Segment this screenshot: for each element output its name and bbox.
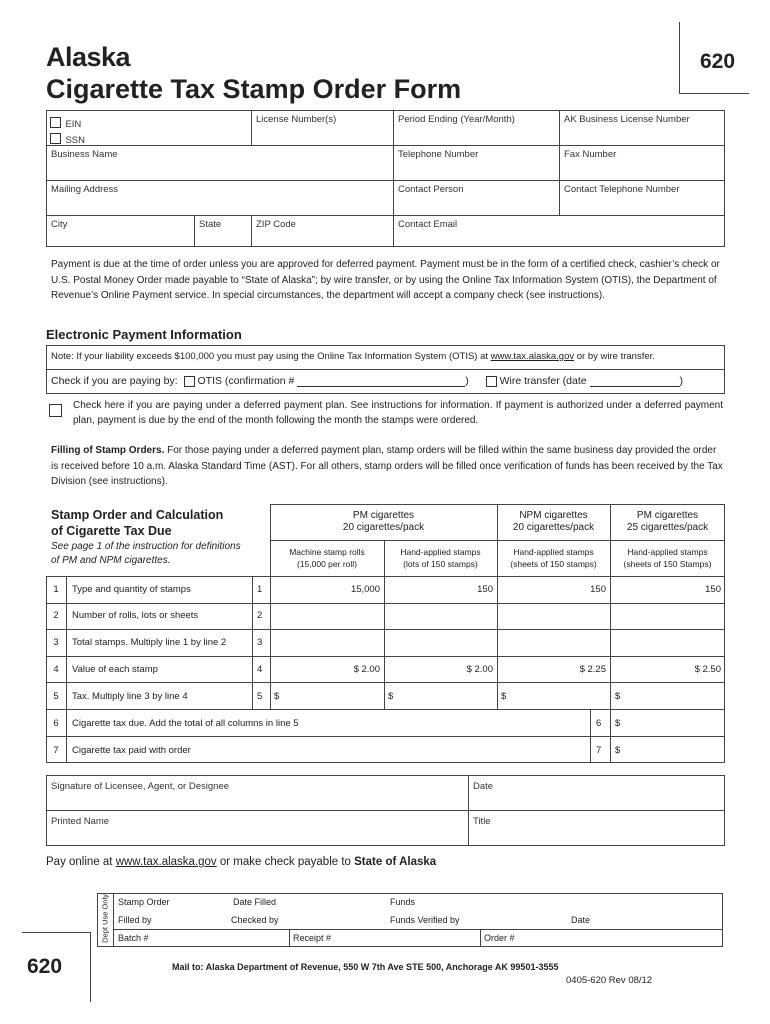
row-4-hand-lots: $ 2.00: [466, 664, 493, 675]
payment-method-row: [51, 375, 683, 387]
deferred-text: Check here if you are paying under a deferred payment plan. See instructions for information. If payment is authorized under a deferred payment plan, payment is due by the end of the month following the month the stamps were ordered.: [73, 400, 723, 426]
pay-online-line: [46, 856, 436, 868]
header-vline: [679, 22, 680, 94]
col-machine-rolls-line2: (15,000 per roll): [296, 559, 357, 569]
business-name-field[interactable]: Business Name: [51, 149, 118, 160]
title-field[interactable]: Title: [473, 816, 491, 827]
row-2-hand-lots[interactable]: [384, 610, 493, 624]
row-7-number: 7: [53, 745, 59, 756]
row-1-number: 1: [53, 584, 59, 595]
signature-field[interactable]: Signature of Licensee, Agent, or Designee: [51, 781, 229, 792]
header-hline: [679, 93, 749, 94]
dept-order: Order #: [484, 933, 515, 943]
row-1-label: Type and quantity of stamps: [72, 584, 191, 595]
col-npm-sheets-line1: Hand-applied stamps: [513, 547, 594, 557]
col-machine-rolls-line1: Machine stamp rolls: [289, 547, 365, 557]
filling-heading: Filling of Stamp Orders.: [51, 445, 165, 456]
page-title: Cigarette Tax Stamp Order Form: [46, 74, 462, 104]
row-4-label: Value of each stamp: [72, 664, 158, 675]
row-5-label: Tax. Multiply line 3 by line 4: [72, 691, 188, 702]
ak-business-license-field[interactable]: AK Business License Number: [564, 114, 690, 125]
row-5-npm-sheets[interactable]: $: [501, 691, 507, 702]
row-6-total-due[interactable]: $: [615, 718, 621, 729]
group-pm-25-line2: 25 cigarettes/pack: [626, 522, 709, 533]
stamp-table-subtitle-1: See page 1 of the instruction for definitions: [51, 541, 241, 552]
col-hand-lots-line2: (lots of 150 stamps): [403, 559, 478, 569]
stamp-table-subtitle-2: of PM and NPM cigarettes.: [51, 555, 171, 566]
otis-note-text: Note: If your liability exceeds $100,000 you must pay using the Online Tax Information System (OTIS) at: [51, 351, 491, 362]
row-2-npm-sheets[interactable]: [497, 610, 606, 624]
col-hand-lots: [384, 546, 497, 570]
row-4-machine: $ 2.00: [353, 664, 380, 675]
zip-field[interactable]: ZIP Code: [256, 219, 296, 230]
row-2-label: Number of rolls, lots or sheets: [72, 610, 199, 621]
row-3-linenum: 3: [257, 637, 263, 648]
check-paying-label: Check if you are paying by:: [51, 375, 178, 387]
row-5-hand-lots[interactable]: $: [388, 691, 394, 702]
row-3-hand-lots[interactable]: [384, 637, 493, 651]
dept-funds: Funds: [390, 897, 416, 907]
row-1-linenum: 1: [257, 584, 263, 595]
group-pm-20-line1: PM cigarettes: [352, 510, 415, 521]
otis-checkbox[interactable]: [184, 376, 195, 387]
state-name: Alaska: [46, 42, 131, 72]
row-7-linenum: 7: [596, 745, 602, 756]
row-1-hand-lots[interactable]: 150: [477, 584, 493, 595]
row-6-label: Cigarette tax due. Add the total of all columns in line 5: [72, 718, 299, 729]
row-4-pm25-sheets: $ 2.50: [694, 664, 721, 675]
row-5-pm25-sheets[interactable]: $: [615, 691, 621, 702]
dept-funds-verified: Funds Verified by: [390, 915, 460, 925]
wire-label: Wire transfer (date: [499, 375, 587, 387]
mail-to: Mail to: Alaska Department of Revenue, 550 W 7th Ave STE 500, Anchorage AK 99501-3555: [172, 962, 559, 972]
city-field[interactable]: City: [51, 219, 68, 230]
stamp-table-title-2: of Cigarette Tax Due: [51, 524, 172, 538]
row-4-npm-sheets: $ 2.25: [579, 664, 606, 675]
otis-note-end: or by wire transfer.: [574, 351, 655, 362]
row-7-tax-paid[interactable]: $: [615, 745, 621, 756]
license-numbers-field[interactable]: License Number(s): [256, 114, 337, 125]
row-2-pm25-sheets[interactable]: [610, 610, 721, 624]
row-1-npm-sheets[interactable]: 150: [590, 584, 606, 595]
pay-online-link[interactable]: www.tax.alaska.gov: [115, 856, 217, 868]
dept-batch: Batch #: [118, 933, 149, 943]
form-number-footer: 620: [27, 955, 63, 978]
row-3-npm-sheets[interactable]: [497, 637, 606, 651]
col-pm25-sheets: [610, 546, 725, 570]
group-pm-20: [270, 510, 497, 533]
row-7-label: Cigarette tax paid with order: [72, 745, 191, 756]
row-5-number: 5: [53, 691, 59, 702]
dept-date-filled: Date Filled: [233, 897, 277, 907]
row-5-linenum: 5: [257, 691, 263, 702]
row-4-number: 4: [53, 664, 59, 675]
form-number-header: 620: [700, 50, 736, 73]
group-pm-25: [610, 510, 725, 533]
footer-hline: [22, 932, 90, 933]
row-4-linenum: 4: [257, 664, 263, 675]
payment-instructions: Payment is due at the time of order unless you are approved for deferred payment. Payment must be in the form of a certified check, cashier’s check or U.S. Postal Money Order made payable to “State of Alaska”; by wire transfer, or by using the Online Tax Information System (OTIS), the Department of Revenue’s Online Payment service. In special circumstances, the department will accept a company check (see instructions).: [51, 259, 720, 301]
fax-field[interactable]: Fax Number: [564, 149, 617, 160]
form-revision: 0405-620 Rev 08/12: [566, 975, 653, 986]
filling-orders: [51, 443, 723, 490]
ein-checkbox[interactable]: [50, 117, 61, 128]
dept-stamp-order: Stamp Order: [118, 897, 170, 907]
state-field[interactable]: State: [199, 219, 222, 230]
wire-date-input[interactable]: [590, 386, 680, 387]
otis-link[interactable]: www.tax.alaska.gov: [490, 351, 575, 362]
row-2-linenum: 2: [257, 610, 263, 621]
otis-close: ): [465, 375, 469, 387]
pay-online-pre: Pay online at: [46, 856, 116, 868]
filling-text: For those paying under a deferred payment plan, stamp orders will be filled within the same business day provided the order is received before 10 a.m. Alaska Standard Time (AST). For all others, stamp orders will be filled once verification of funds has been received by the Tax Division (see instructions).: [51, 445, 723, 487]
otis-label: OTIS (confirmation #: [197, 375, 295, 387]
ssn-label: SSN: [65, 135, 85, 146]
row-3-number: 3: [53, 637, 59, 648]
ssn-checkbox[interactable]: [50, 133, 61, 144]
otis-confirmation-input[interactable]: [297, 386, 465, 387]
contact-email-field[interactable]: Contact Email: [398, 219, 458, 230]
group-pm-25-line1: PM cigarettes: [636, 510, 699, 521]
footer-vline: [90, 932, 91, 1002]
group-pm-20-line2: 20 cigarettes/pack: [342, 522, 425, 533]
electronic-payment-heading: Electronic Payment Information: [46, 327, 242, 342]
row-6-number: 6: [53, 718, 59, 729]
ssn-option[interactable]: [50, 130, 85, 148]
period-ending-field[interactable]: Period Ending (Year/Month): [398, 114, 515, 125]
printed-name-field[interactable]: Printed Name: [51, 816, 110, 827]
row-3-label: Total stamps. Multiply line 1 by line 2: [72, 637, 227, 648]
dept-filled-by: Filled by: [118, 915, 152, 925]
wire-checkbox[interactable]: [486, 376, 497, 387]
row-6-linenum: 6: [596, 718, 602, 729]
group-npm-20: [497, 510, 610, 533]
row-5-machine[interactable]: $: [274, 691, 280, 702]
group-npm-20-line1: NPM cigarettes: [519, 510, 588, 521]
group-npm-20-line2: 20 cigarettes/pack: [512, 522, 595, 533]
deferred-checkbox[interactable]: [49, 404, 62, 417]
signature-date-field[interactable]: Date: [473, 781, 494, 792]
dept-receipt: Receipt #: [293, 933, 332, 943]
top-info-grid: [46, 110, 725, 247]
wire-close: ): [679, 375, 684, 387]
contact-telephone-field[interactable]: Contact Telephone Number: [564, 184, 680, 195]
col-machine-rolls: [270, 546, 384, 570]
telephone-field[interactable]: Telephone Number: [398, 149, 479, 160]
pay-online-mid: or make check payable to: [216, 856, 355, 868]
row-1-machine[interactable]: 15,000: [350, 584, 380, 595]
dept-date: Date: [571, 915, 591, 925]
stamp-table-title-1: Stamp Order and Calculation: [51, 508, 224, 522]
row-2-number: 2: [53, 610, 59, 621]
payee-name: State of Alaska: [354, 856, 437, 868]
col-hand-lots-line1: Hand-applied stamps: [400, 547, 481, 557]
col-pm25-sheets-line2: (sheets of 150 Stamps): [623, 559, 712, 569]
col-npm-sheets: [497, 546, 610, 570]
dept-use-vertical-label: Dept Use Only: [100, 894, 110, 943]
row-3-machine[interactable]: [270, 637, 380, 651]
row-1-pm25-sheets[interactable]: 150: [705, 584, 721, 595]
contact-person-field[interactable]: Contact Person: [398, 184, 464, 195]
col-pm25-sheets-line1: Hand-applied stamps: [627, 547, 708, 557]
ein-label: EIN: [65, 119, 82, 130]
row-3-pm25-sheets[interactable]: [610, 637, 721, 651]
mailing-address-field[interactable]: Mailing Address: [51, 184, 119, 195]
dept-checked-by: Checked by: [231, 915, 279, 925]
col-npm-sheets-line2: (sheets of 150 stamps): [510, 559, 597, 569]
otis-note: [51, 351, 655, 362]
row-2-machine[interactable]: [270, 610, 380, 624]
